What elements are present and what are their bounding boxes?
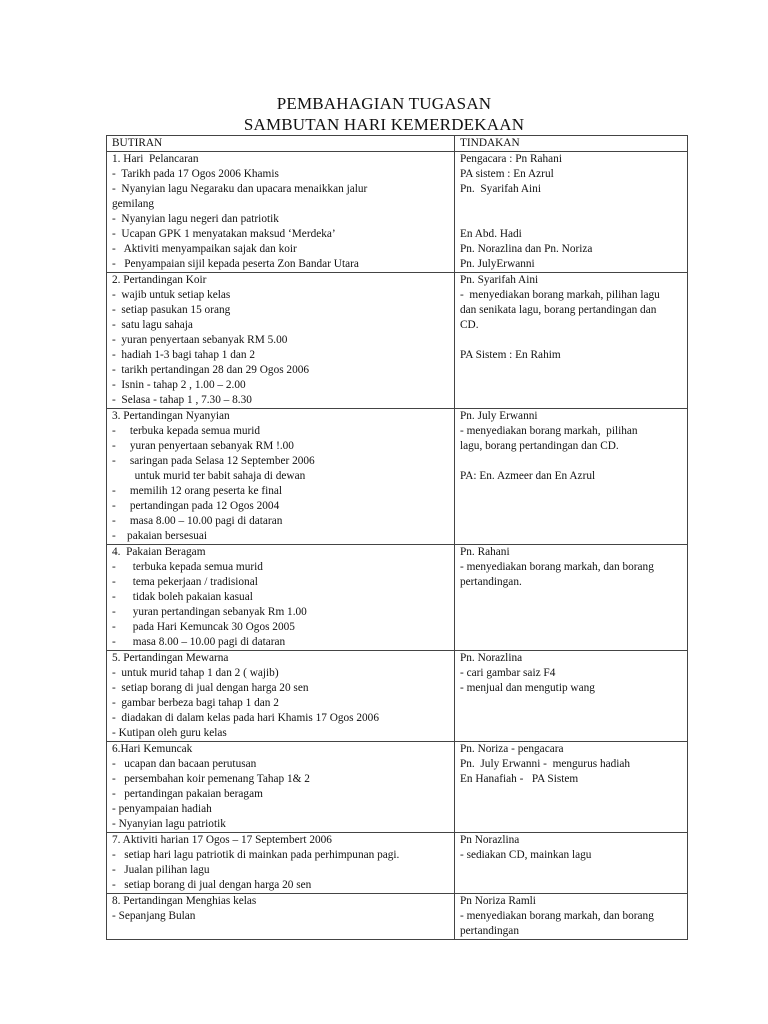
butiran-line: 3. Pertandingan Nyanyian (112, 410, 230, 422)
butiran-line: - Aktiviti menyampaikan sajak dan koir (112, 243, 297, 255)
table-row (107, 833, 688, 894)
butiran-line: - setiap hari lagu patriotik di mainkan pada perhimpunan pagi. (112, 849, 400, 861)
tindakan-cell (455, 742, 688, 833)
header-tindakan: TINDAKAN (455, 136, 688, 152)
tindakan-cell (455, 894, 688, 940)
tindakan-line (460, 197, 683, 212)
table-row (107, 409, 688, 545)
tindakan-cell (455, 833, 688, 894)
tindakan-line: - menyediakan borang markah, dan borang (460, 561, 654, 573)
butiran-line: - tarikh pertandingan 28 dan 29 Ogos 2006 (112, 364, 310, 376)
butiran-line: - pada Hari Kemuncak 30 Ogos 2005 (112, 621, 295, 633)
butiran-line: - wajib untuk setiap kelas (112, 289, 231, 301)
butiran-line: - ucapan dan bacaan perutusan (112, 758, 257, 770)
document-subtitle: SAMBUTAN HARI KEMERDEKAAN (243, 115, 525, 134)
butiran-line: - Isnin - tahap 2 , 1.00 – 2.00 (112, 379, 246, 391)
table-row (107, 894, 688, 940)
tindakan-line: Pn. Norazlina (460, 652, 523, 664)
butiran-line: - Nyanyian lagu Negaraku dan upacara menaikkan jalur (112, 183, 368, 195)
tindakan-line: En Hanafiah - PA Sistem (460, 773, 579, 785)
butiran-line: - gambar berbeza bagi tahap 1 dan 2 (112, 697, 279, 709)
butiran-line: - Kutipan oleh guru kelas (112, 727, 227, 739)
tindakan-line (460, 212, 683, 227)
tindakan-line: dan senikata lagu, borang pertandingan dan (460, 304, 657, 316)
tindakan-cell (455, 545, 688, 651)
butiran-cell (107, 152, 455, 273)
butiran-line: - setiap pasukan 15 orang (112, 304, 231, 316)
table-header-row (107, 136, 688, 152)
butiran-line: - terbuka kepada semua murid (112, 561, 263, 573)
butiran-line: - Nyanyian lagu patriotik (112, 818, 226, 830)
butiran-line: - diadakan di dalam kelas pada hari Khamis 17 Ogos 2006 (112, 712, 379, 724)
table-body (107, 152, 688, 940)
table-row (107, 545, 688, 651)
butiran-line: 5. Pertandingan Mewarna (112, 652, 229, 664)
tindakan-cell (455, 651, 688, 742)
tindakan-line: Pn. Syarifah Aini (460, 183, 541, 195)
butiran-line: - pertandingan pada 12 Ogos 2004 (112, 500, 280, 512)
butiran-cell (107, 833, 455, 894)
butiran-line: - Tarikh pada 17 Ogos 2006 Khamis (112, 168, 279, 180)
tindakan-line: pertandingan (460, 925, 519, 937)
tindakan-line: Pn. Rahani (460, 546, 510, 558)
butiran-line: - Ucapan GPK 1 menyatakan maksud ‘Merdeka’ (112, 228, 336, 240)
butiran-cell (107, 651, 455, 742)
butiran-line: - hadiah 1-3 bagi tahap 1 dan 2 (112, 349, 256, 361)
tindakan-line: Pn. July Erwanni (460, 410, 538, 422)
butiran-line: - memilih 12 orang peserta ke final (112, 485, 283, 497)
tindakan-line (460, 454, 683, 469)
table-row (107, 273, 688, 409)
butiran-line: - yuran penyertaan sebanyak RM 5.00 (112, 334, 288, 346)
tindakan-line: - menjual dan mengutip wang (460, 682, 595, 694)
document-title: PEMBAHAGIAN TUGASAN (276, 94, 492, 113)
butiran-cell (107, 742, 455, 833)
butiran-line: - pertandingan pakaian beragam (112, 788, 263, 800)
tindakan-line (460, 333, 683, 348)
tindakan-line: - cari gambar saiz F4 (460, 667, 556, 679)
butiran-line: - Penyampaian sijil kepada peserta Zon Bandar Utara (112, 258, 359, 270)
tindakan-line: En Abd. Hadi (460, 228, 522, 240)
butiran-line: - yuran penyertaan sebanyak RM !.00 (112, 440, 294, 452)
butiran-line: 1. Hari Pelancaran (112, 153, 199, 165)
tindakan-line: PA Sistem : En Rahim (460, 349, 561, 361)
tindakan-line: Pn. Noriza - pengacara (460, 743, 564, 755)
tindakan-cell (455, 273, 688, 409)
tindakan-line: pertandingan. (460, 576, 522, 588)
butiran-line: - satu lagu sahaja (112, 319, 193, 331)
tindakan-line: - menyediakan borang markah, dan borang (460, 910, 654, 922)
tindakan-line: Pn Noriza Ramli (460, 895, 536, 907)
butiran-line: 6.Hari Kemuncak (112, 743, 193, 755)
butiran-cell (107, 273, 455, 409)
butiran-line: - masa 8.00 – 10.00 pagi di dataran (112, 515, 283, 527)
tindakan-line: - menyediakan borang markah, pilihan lagu (460, 289, 660, 301)
butiran-cell (107, 409, 455, 545)
tindakan-cell (455, 152, 688, 273)
butiran-cell (107, 894, 455, 940)
tindakan-line: - sediakan CD, mainkan lagu (460, 849, 592, 861)
task-table (106, 135, 688, 940)
header-butiran: BUTIRAN (107, 136, 455, 152)
tindakan-line: Pn. Norazlina dan Pn. Noriza (460, 243, 593, 255)
butiran-line: - yuran pertandingan sebanyak Rm 1.00 (112, 606, 307, 618)
tindakan-line: PA: En. Azmeer dan En Azrul (460, 470, 596, 482)
butiran-cell (107, 545, 455, 651)
butiran-line: 7. Aktiviti harian 17 Ogos – 17 Septembert 2006 (112, 834, 332, 846)
tindakan-line: - menyediakan borang markah, pilihan (460, 425, 638, 437)
butiran-line: - Nyanyian lagu negeri dan patriotik (112, 213, 279, 225)
butiran-line: - tidak boleh pakaian kasual (112, 591, 253, 603)
butiran-line: gemilang (112, 198, 155, 210)
tindakan-line: CD. (460, 319, 479, 331)
butiran-line: - Jualan pilihan lagu (112, 864, 210, 876)
tindakan-line: lagu, borang pertandingan dan CD. (460, 440, 619, 452)
tindakan-line: PA sistem : En Azrul (460, 168, 554, 180)
butiran-line: - setiap borang di jual dengan harga 20 sen (112, 879, 312, 891)
tindakan-line: Pn Norazlina (460, 834, 520, 846)
butiran-line: - setiap borang di jual dengan harga 20 sen (112, 682, 309, 694)
butiran-line: - untuk murid tahap 1 dan 2 ( wajib) (112, 667, 279, 679)
butiran-line: - persembahan koir pemenang Tahap 1& 2 (112, 773, 310, 785)
tindakan-line: Pn. JulyErwanni (460, 258, 535, 270)
tindakan-line: Pn. Syarifah Aini (460, 274, 539, 286)
butiran-line: - terbuka kepada semua murid (112, 425, 261, 437)
butiran-line: - saringan pada Selasa 12 September 2006 (112, 455, 315, 467)
tindakan-line: Pn. July Erwanni - mengurus hadiah (460, 758, 631, 770)
butiran-line: untuk murid ter babit sahaja di dewan (112, 470, 306, 482)
tindakan-line: Pengacara : Pn Rahani (460, 153, 562, 165)
table-row (107, 152, 688, 273)
butiran-line: - Sepanjang Bulan (112, 910, 196, 922)
butiran-line: - masa 8.00 – 10.00 pagi di dataran (112, 636, 286, 648)
table-row (107, 651, 688, 742)
butiran-line: - penyampaian hadiah (112, 803, 212, 815)
butiran-line: 4. Pakaian Beragam (112, 546, 206, 558)
table-row (107, 742, 688, 833)
butiran-line: - tema pekerjaan / tradisional (112, 576, 258, 588)
butiran-line: - pakaian bersesuai (112, 530, 208, 542)
butiran-line: - Selasa - tahap 1 , 7.30 – 8.30 (112, 394, 252, 406)
butiran-line: 2. Pertandingan Koir (112, 274, 207, 286)
butiran-line: 8. Pertandingan Menghias kelas (112, 895, 257, 907)
tindakan-cell (455, 409, 688, 545)
